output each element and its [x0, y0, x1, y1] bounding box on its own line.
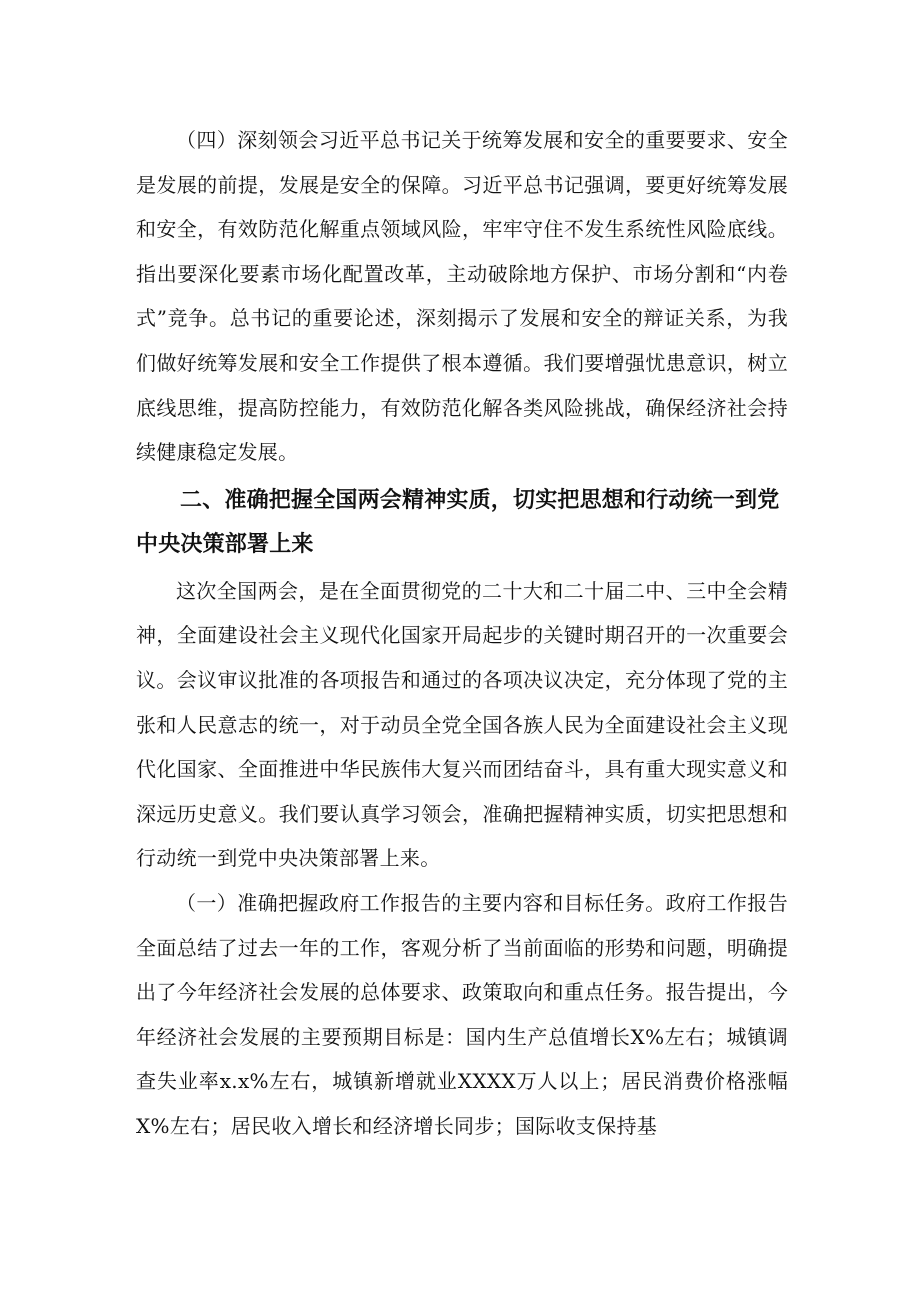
document-body [136, 118, 788, 1148]
paragraph-two-sessions: 这次全国两会，是在全面贯彻党的二十大和二十届二中、三中全会精神，全面建设社会主义现代化国家开局起步的关键时期召开的一次重要会议。会议审议批准的各项报告和通过的各项决议决定，充分体现了党的主张和人民意志的统一，对于动员全党全国各族人民为全面建设社会主义现代化国家、全面推进中华民族伟大复兴而团结奋斗，具有重大现实意义和深远历史意义。我们要认真学习领会，准确把握精神实质，切实把思想和行动统一到党中央决策部署上来。 [136, 578, 788, 871]
paragraph-subsection-one: （一）准确把握政府工作报告的主要内容和目标任务。政府工作报告全面总结了过去一年的工作，客观分析了当前面临的形势和问题，明确提出了今年经济社会发展的总体要求、政策取向和重点任务。报告提出，今年经济社会发展的主要预期目标是：国内生产总值增长X%左右；城镇调查失业率x.x%左右，城镇新增就业XXXX万人以上；居民消费价格涨幅X%左右；居民收入增长和经济增长同步；国际收支保持基 [136, 890, 788, 1138]
paragraph-section-four: （四）深刻领会习近平总书记关于统筹发展和安全的重要要求、安全是发展的前提，发展是安全的保障。习近平总书记强调，要更好统筹发展和安全，有效防范化解重点领域风险，牢牢守住不发生系统性风险底线。指出要深化要素市场化配置改革，主动破除地方保护、市场分割和“内卷式”竞争。总书记的重要论述，深刻揭示了发展和安全的辩证关系，为我们做好统筹发展和安全工作提供了根本遵循。我们要增强忧患意识，树立底线思维，提高防控能力，有效防范化解各类风险挑战，确保经济社会持续健康稳定发展。 [136, 128, 788, 465]
section-heading-two: 二、准确把握全国两会精神实质，切实把思想和行动统一到党中央决策部署上来 [136, 487, 780, 557]
